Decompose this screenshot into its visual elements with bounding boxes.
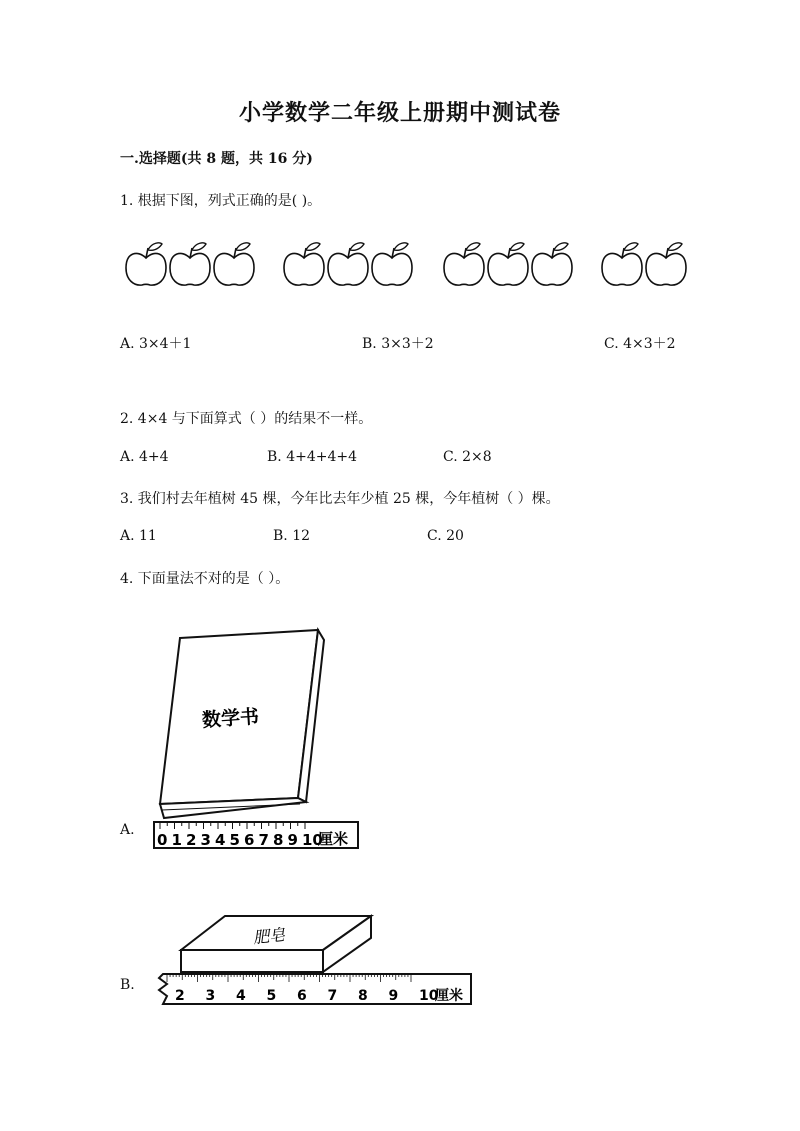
ruler-number: 1: [171, 831, 182, 849]
ruler-number: 8: [273, 831, 284, 849]
apple-icon: [372, 243, 412, 285]
question-2-option-c: C. 2×8: [443, 449, 492, 465]
question-1-stem: 1. 根据下图，列式正确的是( )。: [120, 193, 322, 209]
apple-icon: [488, 243, 528, 285]
apple-groups-figure: [118, 236, 698, 296]
ruler-number: 10: [302, 831, 323, 849]
apple-icon: [126, 243, 166, 285]
ruler-number: 8: [358, 988, 368, 1004]
ruler-number: 6: [244, 831, 255, 849]
question-2-stem: 2. 4×4 与下面算式（ ）的结果不一样。: [120, 411, 373, 427]
ruler-number: 10: [419, 988, 439, 1004]
section-heading: 一.选择题(共 8 题，共 16 分): [120, 151, 313, 167]
ruler-number: 9: [388, 988, 399, 1004]
ruler-a-unit: 厘米: [318, 830, 349, 848]
question-1-option-a: A. 3×4＋1: [120, 336, 192, 352]
apple-icon: [170, 243, 210, 285]
ruler-number: 7: [258, 831, 269, 849]
question-4-option-b-label: B.: [120, 977, 135, 993]
ruler-number: 3: [200, 831, 211, 849]
soap-front-face: [181, 950, 323, 972]
question-3-option-a: A. 11: [120, 528, 157, 544]
apple-icon: [284, 243, 324, 285]
question-3-stem: 3. 我们村去年植树 45 棵，今年比去年少植 25 棵，今年植树（ ）棵。: [120, 491, 560, 507]
ruler-number: 5: [229, 831, 240, 849]
question-2-option-a: A. 4+4: [120, 449, 169, 465]
apple-icon: [532, 243, 572, 285]
ruler-number: 0: [157, 831, 168, 849]
question-4-stem: 4. 下面量法不对的是（ ）。: [120, 571, 290, 587]
ruler-number: 9: [287, 831, 298, 849]
ruler-number: 7: [327, 988, 338, 1004]
ruler-number: 5: [266, 988, 277, 1004]
page-title: 小学数学二年级上册期中测试卷: [238, 100, 561, 126]
question-1-option-b: B. 3×3＋2: [362, 336, 434, 352]
question-4-option-a-label: A.: [120, 822, 135, 838]
soap-ruler-figure: [155, 912, 480, 1012]
apple-icon: [602, 243, 642, 285]
ruler-b-unit: 厘米: [435, 988, 463, 1004]
apple-icon: [328, 243, 368, 285]
ruler-number: 4: [215, 831, 226, 849]
ruler-number: 2: [186, 831, 197, 849]
apple-icon: [214, 243, 254, 285]
apple-icon: [646, 243, 686, 285]
book-ruler-figure: [150, 626, 370, 854]
ruler-number: 4: [236, 988, 246, 1004]
ruler-number: 6: [297, 988, 307, 1004]
soap-label-text: 肥皂: [252, 924, 286, 948]
question-3-option-b: B. 12: [273, 528, 311, 544]
ruler-number: 2: [175, 988, 185, 1004]
question-2-option-b: B. 4+4+4+4: [267, 449, 358, 465]
apple-icon: [444, 243, 484, 285]
question-1-option-c: C. 4×3＋2: [604, 336, 676, 352]
ruler-number: 3: [205, 988, 216, 1004]
book-title-text: 数学书: [201, 705, 260, 732]
question-3-option-c: C. 20: [427, 528, 464, 544]
